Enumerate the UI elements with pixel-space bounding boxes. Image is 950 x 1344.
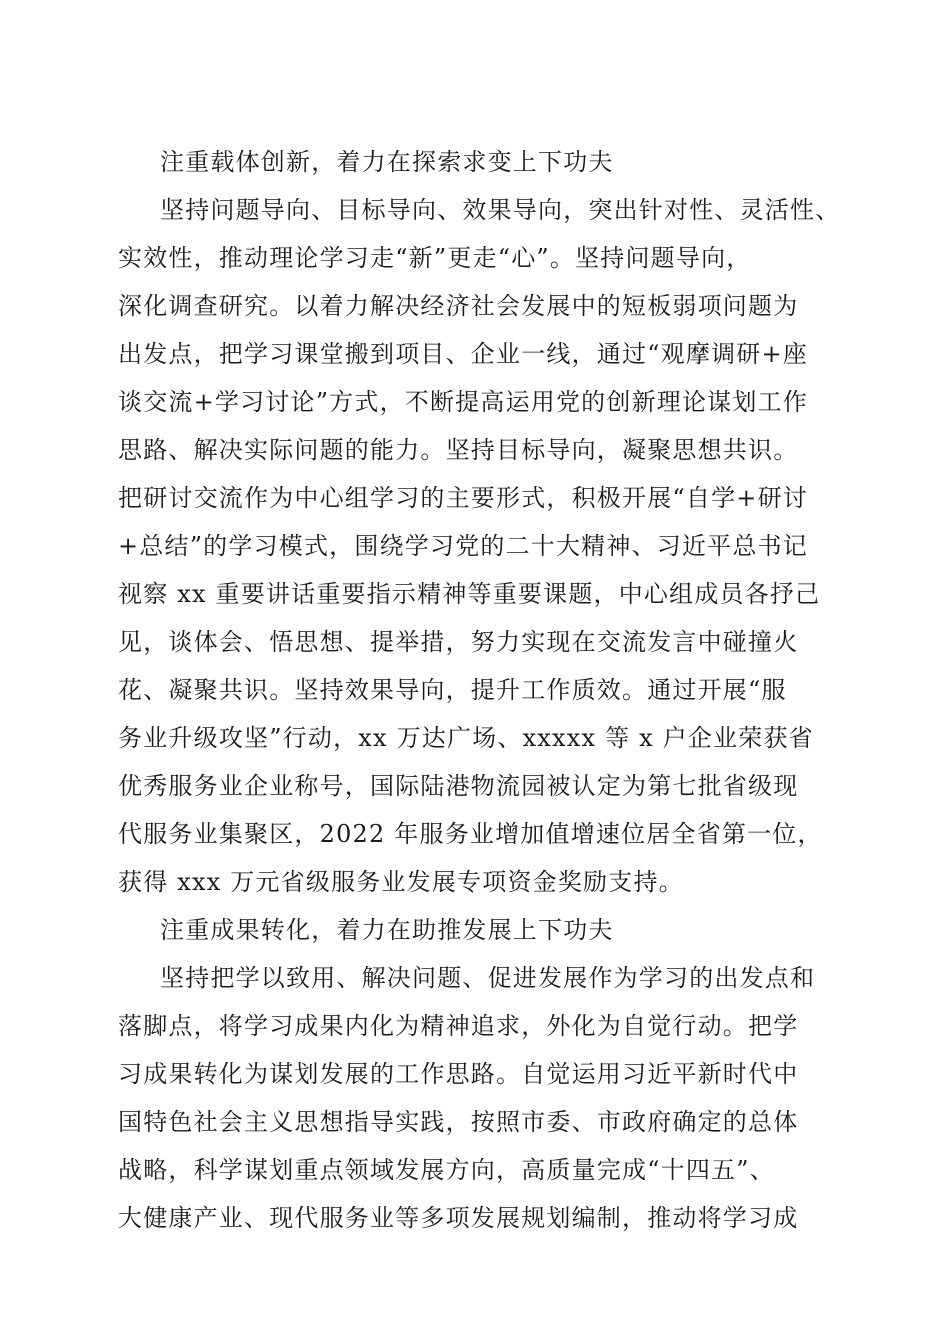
section-heading-result-transformation: 注重成果转化，着力在助推发展上下功夫 bbox=[160, 916, 614, 944]
paragraph-line: 代服务业集聚区，2022 年服务业增加值增速位居全省第一位， bbox=[118, 820, 823, 848]
paragraph-line: +总结”的学习模式，围绕学习党的二十大精神、习近平总书记 bbox=[118, 532, 808, 560]
paragraph-line: 战略，科学谋划重点领域发展方向，高质量完成“十四五”、 bbox=[118, 1156, 775, 1184]
paragraph-line: 把研讨交流作为中心组学习的主要形式，积极开展“自学+研讨 bbox=[118, 484, 808, 512]
paragraph-line: 落脚点，将学习成果内化为精神追求，外化为自觉行动。把学 bbox=[118, 1012, 799, 1040]
paragraph-line: 优秀服务业企业称号，国际陆港物流园被认定为第七批省级现 bbox=[118, 772, 799, 800]
section-heading-carrier-innovation: 注重载体创新，着力在探索求变上下功夫 bbox=[160, 148, 614, 176]
paragraph-line: 视察 xx 重要讲话重要指示精神等重要课题，中心组成员各抒己 bbox=[118, 580, 821, 608]
paragraph-line: 实效性，推动理论学习走“新”更走“心”。坚持问题导向， bbox=[118, 244, 752, 272]
paragraph-line: 思路、解决实际问题的能力。坚持目标导向，凝聚思想共识。 bbox=[118, 436, 799, 464]
paragraph-line: 见，谈体会、悟思想、提举措，努力实现在交流发言中碰撞火 bbox=[118, 628, 799, 656]
paragraph-line: 谈交流+学习讨论”方式，不断提高运用党的创新理论谋划工作 bbox=[118, 388, 808, 416]
paragraph-line: 花、凝聚共识。坚持效果导向，提升工作质效。通过开展“服 bbox=[118, 676, 787, 704]
paragraph-line: 坚持问题导向、目标导向、效果导向，突出针对性、灵活性、 bbox=[160, 196, 841, 224]
paragraph-line: 出发点，把学习课堂搬到项目、企业一线，通过“观摩调研+座 bbox=[118, 340, 808, 368]
paragraph-line: 获得 xxx 万元省级服务业发展专项资金奖励支持。 bbox=[118, 868, 684, 896]
paragraph-line: 习成果转化为谋划发展的工作思路。自觉运用习近平新时代中 bbox=[118, 1060, 799, 1088]
paragraph-line: 国特色社会主义思想指导实践，按照市委、市政府确定的总体 bbox=[118, 1108, 799, 1136]
paragraph-line: 深化调查研究。以着力解决经济社会发展中的短板弱项问题为 bbox=[118, 292, 799, 320]
paragraph-line: 大健康产业、现代服务业等多项发展规划编制，推动将学习成 bbox=[118, 1204, 799, 1232]
paragraph-line: 务业升级攻坚”行动，xx 万达广场、xxxxx 等 x 户企业荣获省 bbox=[118, 724, 814, 752]
paragraph-line: 坚持把学以致用、解决问题、促进发展作为学习的出发点和 bbox=[160, 964, 816, 992]
